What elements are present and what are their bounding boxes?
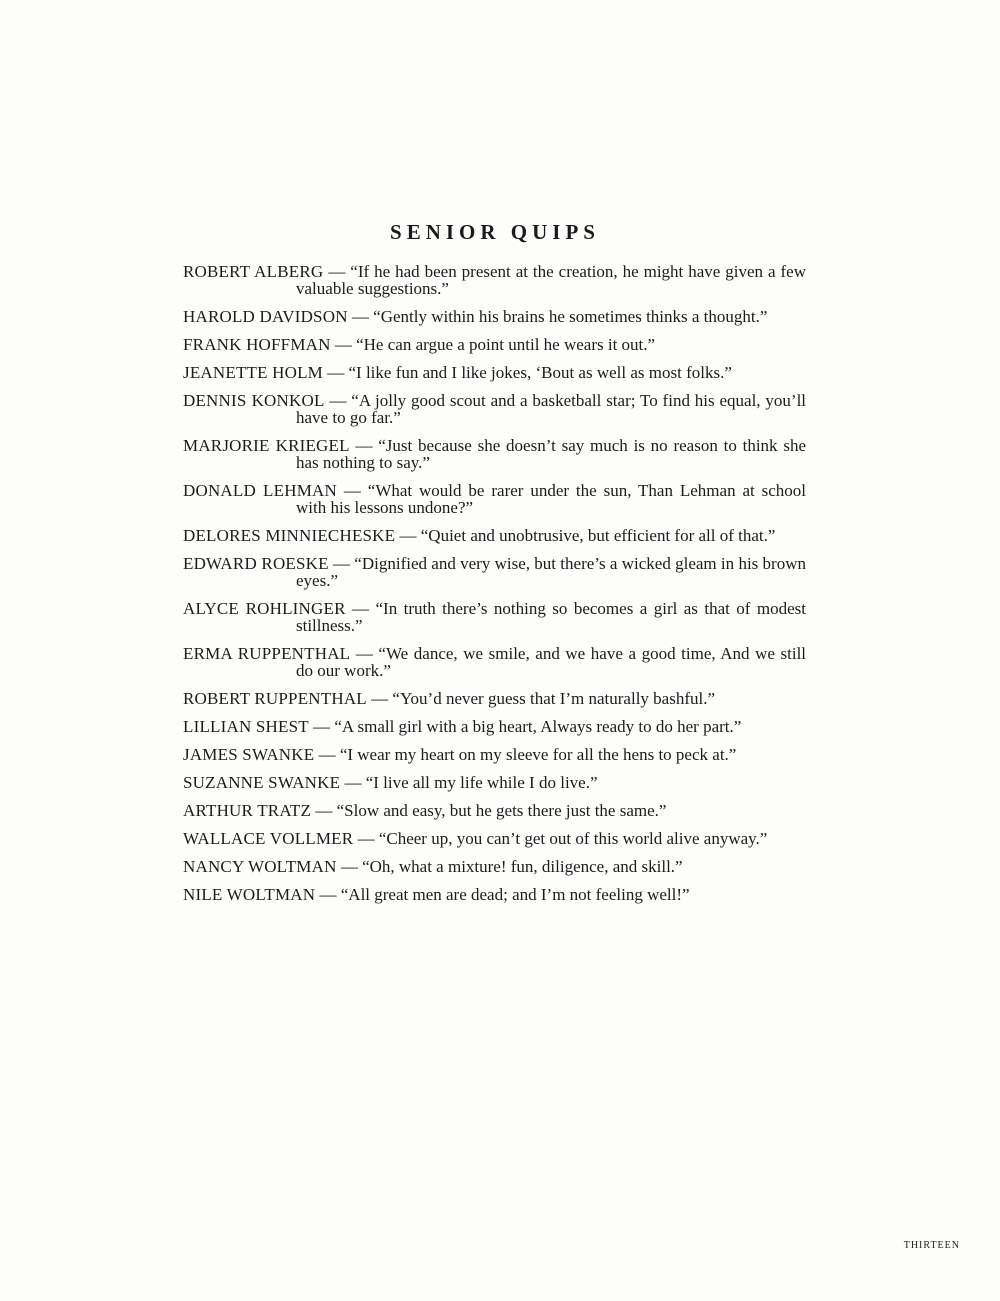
quip-entry: MARJORIE KRIEGEL — “Just because she doesn’t say much is no reason to think she has nothing to say.” bbox=[183, 436, 806, 472]
quip-name: HAROLD DAVIDSON bbox=[183, 307, 348, 326]
quip-quote: “What would be rarer under the sun, Than Lehman at school with his lessons undone?” bbox=[296, 481, 807, 517]
quip-quote: “All great men are dead; and I’m not feeling well!” bbox=[340, 885, 690, 904]
quip-entry: ROBERT ALBERG — “If he had been present at the creation, he might have given a few valuable suggestions.” bbox=[183, 262, 806, 298]
quip-entry: ALYCE ROHLINGER — “In truth there’s nothing so becomes a girl as that of modest stillness.” bbox=[183, 599, 806, 635]
quip-name: ALYCE ROHLINGER bbox=[183, 599, 346, 618]
quip-quote: “Cheer up, you can’t get out of this world alive anyway.” bbox=[378, 829, 768, 848]
quip-quote: “Just because she doesn’t say much is no reason to think she has nothing to say.” bbox=[296, 436, 806, 472]
quip-entry: DONALD LEHMAN — “What would be rarer under the sun, Than Lehman at school with his lessons undone?” bbox=[183, 481, 807, 517]
quip-name: LILLIAN SHEST bbox=[183, 717, 309, 736]
quip-entry: JAMES SWANKE — “I wear my heart on my sleeve for all the hens to peck at.” bbox=[183, 745, 737, 764]
quip-name: FRANK HOFFMAN bbox=[183, 335, 331, 354]
quip-quote: “In truth there’s nothing so becomes a girl as that of modest stillness.” bbox=[296, 599, 806, 635]
quip-name: NILE WOLTMAN bbox=[183, 885, 316, 904]
quip-name: ERMA RUPPENTHAL bbox=[183, 644, 351, 663]
quip-entry: WALLACE VOLLMER — “Cheer up, you can’t get out of this world alive anyway.” bbox=[183, 829, 768, 848]
quip-quote: “You’d never guess that I’m naturally bashful.” bbox=[392, 689, 716, 708]
quip-name: MARJORIE KRIEGEL bbox=[183, 436, 350, 455]
quip-name: DONALD LEHMAN bbox=[183, 481, 337, 500]
quip-name: DENNIS KONKOL bbox=[183, 391, 325, 410]
quip-entry: ERMA RUPPENTHAL — “We dance, we smile, and we have a good time, And we still do our work.” bbox=[183, 644, 807, 680]
page-title: SENIOR QUIPS bbox=[390, 220, 600, 244]
quip-name: ROBERT RUPPENTHAL bbox=[183, 689, 367, 708]
quip-name: ARTHUR TRATZ bbox=[183, 801, 312, 820]
quip-entry: DENNIS KONKOL — “A jolly good scout and a basketball star; To find his equal, you’ll have to go far.” bbox=[183, 391, 807, 427]
quip-quote: “Quiet and unobtrusive, but efficient for all of that.” bbox=[420, 526, 776, 545]
quip-quote: “Slow and easy, but he gets there just the same.” bbox=[336, 801, 667, 820]
quip-name: JAMES SWANKE bbox=[183, 745, 315, 764]
quip-name: WALLACE VOLLMER bbox=[183, 829, 354, 848]
quips-list bbox=[183, 263, 806, 914]
quip-entry: ARTHUR TRATZ — “Slow and easy, but he gets there just the same.” bbox=[183, 801, 667, 820]
quip-quote: “I like fun and I like jokes, ‘Bout as well as most folks.” bbox=[348, 363, 732, 382]
quip-entry: SUZANNE SWANKE — “I live all my life while I do live.” bbox=[183, 773, 598, 792]
quip-name: SUZANNE SWANKE bbox=[183, 773, 341, 792]
quip-quote: “A small girl with a big heart, Always ready to do her part.” bbox=[334, 717, 742, 736]
quip-quote: “Dignified and very wise, but there’s a wicked gleam in his brown eyes.” bbox=[296, 554, 806, 590]
quip-name: EDWARD ROESKE bbox=[183, 554, 329, 573]
quip-entry: NANCY WOLTMAN — “Oh, what a mixture! fun, diligence, and skill.” bbox=[183, 857, 683, 876]
page-number: THIRTEEN bbox=[903, 1240, 960, 1251]
quip-quote: “I wear my heart on my sleeve for all the hens to peck at.” bbox=[339, 745, 737, 764]
quip-entry: HAROLD DAVIDSON — “Gently within his brains he sometimes thinks a thought.” bbox=[183, 307, 768, 326]
quip-name: DELORES MINNIECHESKE bbox=[183, 526, 396, 545]
quip-entry: NILE WOLTMAN — “All great men are dead; and I’m not feeling well!” bbox=[183, 885, 690, 904]
quip-entry: DELORES MINNIECHESKE — “Quiet and unobtrusive, but efficient for all of that.” bbox=[183, 526, 776, 545]
quip-entry: ROBERT RUPPENTHAL — “You’d never guess that I’m naturally bashful.” bbox=[183, 689, 716, 708]
quip-entry: LILLIAN SHEST — “A small girl with a big heart, Always ready to do her part.” bbox=[183, 717, 742, 736]
quip-entry: FRANK HOFFMAN — “He can argue a point until he wears it out.” bbox=[183, 335, 656, 354]
quip-quote: “Oh, what a mixture! fun, diligence, and skill.” bbox=[362, 857, 683, 876]
quip-quote: “Gently within his brains he sometimes thinks a thought.” bbox=[373, 307, 768, 326]
quip-entry: EDWARD ROESKE — “Dignified and very wise, but there’s a wicked gleam in his brown eyes.” bbox=[183, 554, 806, 590]
quip-name: ROBERT ALBERG bbox=[183, 262, 324, 281]
quip-quote: “A jolly good scout and a basketball star; To find his equal, you’ll have to go far.” bbox=[296, 391, 807, 427]
quip-quote: “He can argue a point until he wears it out.” bbox=[356, 335, 656, 354]
quip-name: JEANETTE HOLM bbox=[183, 363, 323, 382]
quip-entry: JEANETTE HOLM — “I like fun and I like jokes, ‘Bout as well as most folks.” bbox=[183, 363, 732, 382]
quip-name: NANCY WOLTMAN bbox=[183, 857, 337, 876]
quip-quote: “I live all my life while I do live.” bbox=[365, 773, 598, 792]
quip-quote: “If he had been present at the creation, he might have given a few valuable suggestions.” bbox=[296, 262, 806, 298]
quip-quote: “We dance, we smile, and we have a good time, And we still do our work.” bbox=[296, 644, 807, 680]
